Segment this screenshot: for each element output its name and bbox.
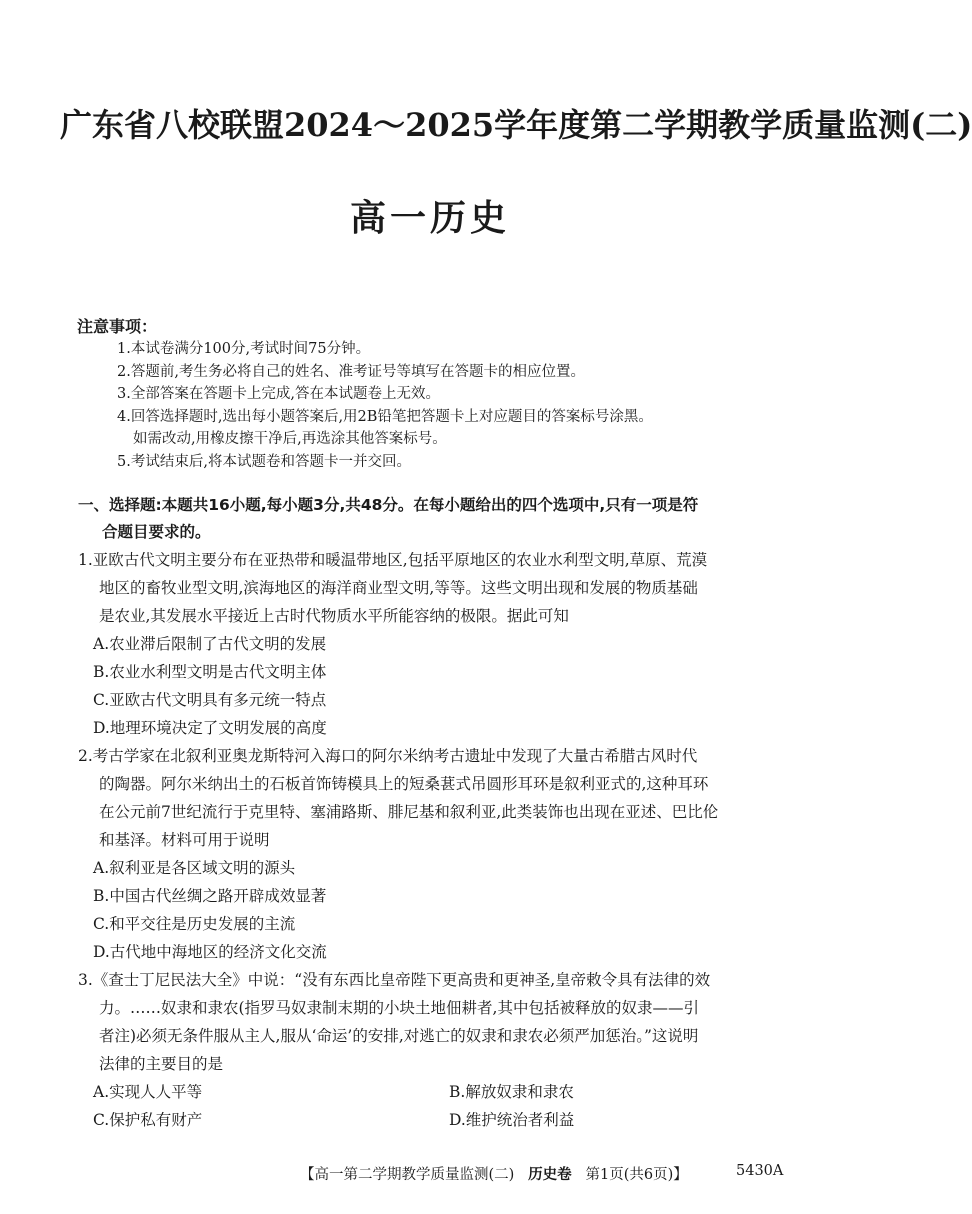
question-text-line: 是农业,其发展水平接近上古时代物质水平所能容纳的极限。据此可知 xyxy=(99,607,569,625)
question-text-line: 2.考古学家在北叙利亚奥龙斯特河入海口的阿尔米纳考古遗址中发现了大量古希腊古风时代 xyxy=(78,747,698,765)
footer-info xyxy=(300,1163,688,1184)
notice-item: 1.本试卷满分100分,考试时间75分钟。 xyxy=(117,341,371,357)
notice-item: 5.考试结束后,将本试题卷和答题卡一并交回。 xyxy=(117,453,411,470)
section-heading xyxy=(78,492,790,546)
footer-page-number: 第1页(共6页)】 xyxy=(585,1167,688,1183)
option-row xyxy=(78,1106,790,1134)
option-a: A.叙利亚是各区域文明的源头 xyxy=(93,859,296,877)
question-3 xyxy=(78,966,790,1134)
notice-item: 如需改动,用橡皮擦干净后,再选涂其他答案标号。 xyxy=(133,431,447,447)
option-row xyxy=(78,1078,790,1106)
option-b: B.解放奴隶和隶农 xyxy=(449,1083,574,1101)
subject-title: 高一历史 xyxy=(349,198,510,239)
section-heading-line1: 一、选择题:本题共16小题,每小题3分,共48分。在每小题给出的四个选项中,只有一项是符 xyxy=(78,496,699,514)
notice-heading: 注意事项： xyxy=(77,317,158,336)
question-2 xyxy=(78,742,790,966)
question-text-line: 在公元前7世纪流行于克里特、塞浦路斯、腓尼基和叙利亚,此类装饰也出现在亚述、巴比伦 xyxy=(99,803,719,821)
option-d: D.地理环境决定了文明发展的高度 xyxy=(93,719,327,737)
footer-subject: 历史卷 xyxy=(528,1166,572,1183)
question-text-line: 力。……奴隶和隶农(指罗马奴隶制末期的小块土地佃耕者,其中包括被释放的奴隶——引 xyxy=(99,999,699,1017)
notice-list xyxy=(117,338,807,473)
exam-title: 广东省八校联盟2024～2025学年度第二学期教学质量监测(二) xyxy=(60,106,972,144)
notice-item: 4.回答选择题时,选出每小题答案后,用2B铅笔把答题卡上对应题目的答案标号涂黑。 xyxy=(117,408,653,425)
option-d: D.古代地中海地区的经济文化交流 xyxy=(93,943,327,961)
section-heading-line2: 合题目要求的。 xyxy=(102,523,211,541)
question-text-line: 地区的畜牧业型文明,滨海地区的海洋商业型文明,等等。这些文明出现和发展的物质基础 xyxy=(99,579,698,597)
question-text-line: 3.《查士丁尼民法大全》中说：“没有东西比皇帝陛下更高贵和更神圣,皇帝敕令具有法律的效 xyxy=(78,971,711,989)
question-text-line: 的陶器。阿尔米纳出土的石板首饰铸模具上的短桑葚式吊圆形耳环是叙利亚式的,这种耳环 xyxy=(99,775,709,793)
notice-item: 2.答题前,考生务必将自己的姓名、准考证号等填写在答题卡的相应位置。 xyxy=(117,363,585,380)
option-c: C.亚欧古代文明具有多元统一特点 xyxy=(93,691,327,709)
option-b: B.农业水利型文明是古代文明主体 xyxy=(93,663,327,681)
notice-item: 3.全部答案在答题卡上完成,答在本试题卷上无效。 xyxy=(117,386,440,402)
question-text-line: 和基泽。材料可用于说明 xyxy=(99,831,270,849)
question-text-line: 1.亚欧古代文明主要分布在亚热带和暖温带地区,包括平原地区的农业水利型文明,草原、荒漠 xyxy=(78,551,708,569)
question-text-line: 法律的主要目的是 xyxy=(99,1055,224,1073)
question-text-line: 者注)必须无条件服从主人,服从‘命运’的安排,对逃亡的奴隶和隶农必须严加惩治。”这说明 xyxy=(99,1027,699,1045)
option-b: B.中国古代丝绸之路开辟成效显著 xyxy=(93,887,327,905)
option-d: D.维护统治者利益 xyxy=(449,1111,575,1129)
question-1 xyxy=(78,546,790,742)
footer-exam-name: 【高一第二学期教学质量监测(二) xyxy=(300,1167,515,1183)
footer-code: 5430A xyxy=(736,1163,784,1179)
option-c: C.保护私有财产 xyxy=(93,1111,203,1129)
option-c: C.和平交往是历史发展的主流 xyxy=(93,915,296,933)
option-a: A.实现人人平等 xyxy=(93,1083,203,1101)
option-a: A.农业滞后限制了古代文明的发展 xyxy=(93,635,327,653)
